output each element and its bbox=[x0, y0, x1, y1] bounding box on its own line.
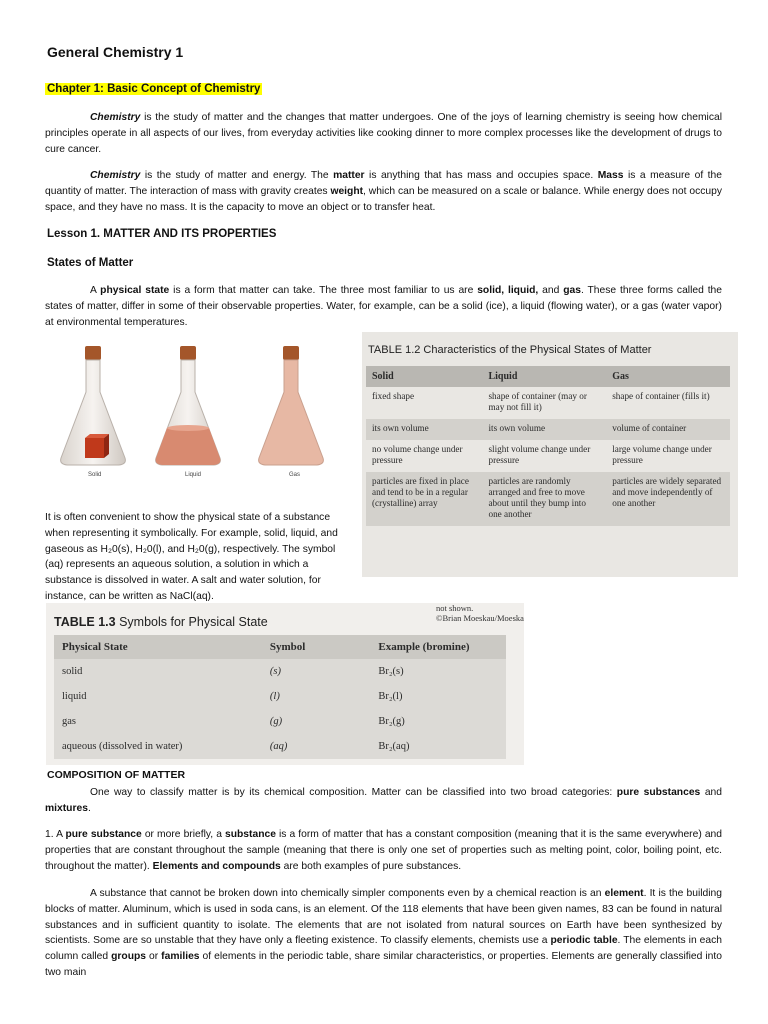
table-cell: (s) bbox=[269, 666, 281, 677]
table-cell: gas bbox=[62, 716, 76, 727]
table-row bbox=[366, 440, 730, 472]
table-cell: particles are widely separated and move independently of one another bbox=[606, 472, 730, 526]
table-cell: shape of container (may or may not fill it) bbox=[482, 387, 606, 419]
table-row bbox=[54, 684, 506, 709]
table-cell: fixed shape bbox=[366, 387, 482, 419]
table-cell: (l) bbox=[269, 691, 280, 702]
paragraph-element: A substance that cannot be broken down into chemically simpler components even by a chemical reaction is an element. It is the building blocks of matter. Aluminum, which is used in soda cans, is an element. Of the 118 elements that have been given names, 83 can be found in natural substances and in sufficient quantity to isolate. The elements that are not isolated from natural sources on Earth have been synthesized by scientists. Some are so unstable that they have only a fleeting existence. To classify elements, chemists use a periodic table. The elements in each column called groups or families of elements in the periodic table, share similar characteristics, or properties. Elements are generally classified into two main bbox=[45, 888, 722, 978]
gas-flask bbox=[259, 346, 324, 465]
paragraph-matter-energy: Chemistry is the study of matter and energy. The matter is anything that has mass and occupies space. Mass is a measure of the quantity of matter. The interaction of mass with gravity creates weight, which can be measured on a scale or balance. While energy does not occupy space, and they have no mass. It is the capacity to move an object or to transfer heat. bbox=[45, 170, 722, 213]
table-row bbox=[54, 659, 506, 684]
credit-line: ©Brian Moeskau/Moeska bbox=[436, 613, 524, 623]
table-1-2-header: Liquid bbox=[482, 366, 606, 387]
table-cell: its own volume bbox=[482, 419, 606, 440]
table-cell: large volume change under pressure bbox=[606, 440, 730, 472]
states-heading: States of Matter bbox=[47, 257, 134, 269]
liquid-flask bbox=[156, 346, 221, 465]
table-cell: Br₂(aq) bbox=[378, 741, 410, 752]
lesson-heading: Lesson 1. MATTER AND ITS PROPERTIES bbox=[47, 228, 277, 240]
table-1-3-header: Example (bromine) bbox=[370, 635, 506, 659]
table-row bbox=[366, 472, 730, 526]
flask-illustration bbox=[55, 340, 330, 485]
table-cell: Br₂(l) bbox=[378, 691, 403, 702]
table-cell: slight volume change under pressure bbox=[482, 440, 606, 472]
paragraph-classification: One way to classify matter is by its chemical composition. Matter can be classified into two broad categories: pure substances and mixtures. bbox=[45, 787, 723, 814]
flasks-svg bbox=[55, 340, 330, 475]
table-1-3 bbox=[54, 635, 506, 759]
table-cell: particles are randomly arranged and free to move about until they bump into one another bbox=[482, 472, 606, 526]
table-cell: liquid bbox=[62, 691, 87, 702]
table-1-2 bbox=[366, 366, 730, 526]
document-title: General Chemistry 1 bbox=[47, 44, 184, 60]
table-cell: aqueous (dissolved in water) bbox=[62, 741, 183, 752]
table-1-3-image bbox=[46, 603, 524, 765]
paragraph-chemistry-definition: Chemistry is the study of matter and the changes that matter undergoes. One of the joys of learning chemistry is seeing how chemical principles operate in all aspects of our lives, from everyday activities like cooking dinner to more complex processes like the development of drugs to cure cancer. bbox=[45, 112, 722, 155]
table-1-2-header: Solid bbox=[366, 366, 482, 387]
table-cell: Br₂(g) bbox=[378, 716, 405, 727]
table-cell: no volume change under pressure bbox=[366, 440, 482, 472]
table-1-2-header: Gas bbox=[606, 366, 730, 387]
paragraph-state-symbols: It is often convenient to show the physical state of a substance when representing it symbolically. For example, solid, liquid, and gaseous as H₂0(s), H₂0(l), and H₂0(g), respectively. The symbol (aq) represents an aqueous solution, a solution in which a substance is dissolved in water. A salt and water solution, for instance, can be written as NaCl(aq). bbox=[45, 512, 338, 602]
table-1-3-header: Symbol bbox=[262, 635, 370, 659]
table-cell: (aq) bbox=[269, 741, 288, 752]
table-cell: solid bbox=[62, 666, 83, 677]
table-cell: volume of container bbox=[606, 419, 730, 440]
table-row bbox=[54, 709, 506, 734]
chapter-title: Chapter 1: Basic Concept of Chemistry bbox=[47, 83, 261, 95]
table-row bbox=[366, 387, 730, 419]
flask-label-liquid: Liquid bbox=[185, 472, 202, 478]
table-1-3-title: TABLE 1.3 Symbols for Physical State bbox=[54, 615, 268, 629]
paragraph-physical-state: A physical state is a form that matter can take. The three most familiar to us are solid, liquid, and gas. These three forms called the states of matter, differ in some of their observable properties. Water, for example, can be a solid (ice), a liquid (flowing water), or a gas (water vapor) at environmental temperatures. bbox=[45, 285, 723, 328]
table-1-2-image bbox=[362, 332, 738, 577]
table-1-3-header: Physical State bbox=[54, 635, 262, 659]
table-cell: its own volume bbox=[366, 419, 482, 440]
solid-cube bbox=[85, 438, 104, 458]
flask-label-gas: Gas bbox=[289, 472, 301, 478]
paragraph-pure-substance: 1. A pure substance or more briefly, a substance is a form of matter that has a constant composition (meaning that it is the same everywhere) and properties that are constant throughout the sample (meaning that there is only one set of properties such as melting point, color, boiling point, etc. throughout the matter). Elements and compounds are both examples of pure substances. bbox=[45, 829, 722, 872]
credit-line: not shown. bbox=[436, 603, 474, 613]
table-row bbox=[366, 419, 730, 440]
table-cell: Br₂(s) bbox=[378, 666, 404, 677]
image-credit bbox=[436, 603, 524, 623]
table-1-2-title: TABLE 1.2 Characteristics of the Physical States of Matter bbox=[368, 344, 652, 356]
solid-flask bbox=[61, 346, 126, 465]
table-cell: (g) bbox=[269, 716, 283, 727]
table-cell: shape of container (fills it) bbox=[606, 387, 730, 419]
composition-heading: COMPOSITION OF MATTER bbox=[47, 769, 186, 781]
table-row bbox=[54, 734, 506, 759]
flask-label-solid: Solid bbox=[88, 472, 102, 478]
table-cell: particles are fixed in place and tend to be in a regular (crystalline) array bbox=[366, 472, 482, 526]
